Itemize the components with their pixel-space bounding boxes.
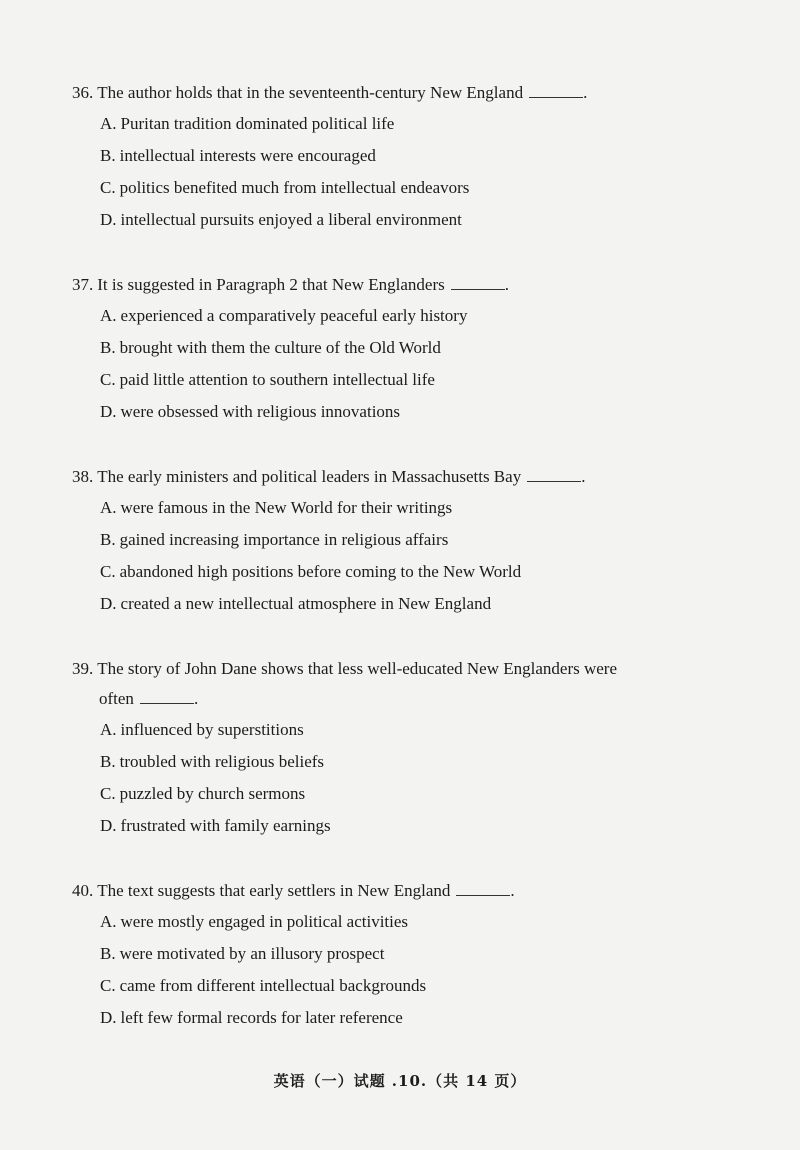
option-text: intellectual pursuits enjoyed a liberal environment xyxy=(120,210,462,229)
option-text: left few formal records for later reference xyxy=(120,1008,403,1027)
question-36 xyxy=(72,78,732,236)
option-c xyxy=(100,364,732,396)
option-letter: B. xyxy=(100,944,116,963)
stem-text: The author holds that in the seventeenth-century New England xyxy=(97,83,524,102)
option-b xyxy=(100,140,732,172)
option-text: paid little attention to southern intellectual life xyxy=(119,370,435,389)
option-letter: C. xyxy=(100,370,116,389)
option-b xyxy=(100,524,732,556)
option-text: gained increasing importance in religious affairs xyxy=(119,530,449,549)
option-list xyxy=(72,300,732,428)
option-d xyxy=(100,396,732,428)
option-letter: B. xyxy=(100,338,116,357)
question-number: 39. xyxy=(72,659,94,678)
answer-blank xyxy=(456,878,510,896)
option-letter: B. xyxy=(100,752,116,771)
stem-text: The text suggests that early settlers in New England xyxy=(97,881,451,900)
option-c xyxy=(100,778,732,810)
option-c xyxy=(100,556,732,588)
option-text: created a new intellectual atmosphere in New England xyxy=(120,594,492,613)
option-d xyxy=(100,204,732,236)
option-letter: C. xyxy=(100,976,116,995)
option-text: were mostly engaged in political activities xyxy=(120,912,409,931)
option-letter: D. xyxy=(100,1008,117,1027)
option-a xyxy=(100,906,732,938)
option-letter: A. xyxy=(100,912,117,931)
option-b xyxy=(100,332,732,364)
question-stem: 40. The text suggests that early settlers in New England . xyxy=(72,876,732,906)
question-number: 37. xyxy=(72,275,94,294)
option-d xyxy=(100,588,732,620)
option-letter: A. xyxy=(100,306,117,325)
stem-text: It is suggested in Paragraph 2 that New Englanders xyxy=(97,275,445,294)
option-letter: C. xyxy=(100,562,116,581)
answer-blank xyxy=(529,80,583,98)
option-text: came from different intellectual backgrounds xyxy=(119,976,427,995)
question-38 xyxy=(72,462,732,620)
option-text: experienced a comparatively peaceful early history xyxy=(120,306,468,325)
option-a xyxy=(100,108,732,140)
option-a xyxy=(100,714,732,746)
option-text: were motivated by an illusory prospect xyxy=(119,944,385,963)
option-text: intellectual interests were encouraged xyxy=(119,146,376,165)
stem-text: The early ministers and political leaders in Massachusetts Bay xyxy=(97,467,522,486)
option-text: abandoned high positions before coming to the New World xyxy=(119,562,522,581)
question-stem xyxy=(72,654,732,714)
question-37 xyxy=(72,270,732,428)
option-letter: D. xyxy=(100,402,117,421)
question-number: 40. xyxy=(72,881,94,900)
option-letter: C. xyxy=(100,784,116,803)
option-list xyxy=(72,906,732,1034)
option-list xyxy=(72,492,732,620)
option-text: influenced by superstitions xyxy=(120,720,304,739)
option-text: Puritan tradition dominated political life xyxy=(120,114,395,133)
answer-blank xyxy=(140,686,194,704)
option-text: puzzled by church sermons xyxy=(119,784,306,803)
question-number: 38. xyxy=(72,467,94,486)
option-list xyxy=(72,108,732,236)
page-footer: 英语（一）试题 .10.（共 14 页） xyxy=(273,1072,527,1090)
question-39 xyxy=(72,654,732,842)
question-number: 36. xyxy=(72,83,94,102)
option-d xyxy=(100,810,732,842)
option-list xyxy=(72,714,732,842)
stem-continuation: often . xyxy=(72,684,732,714)
question-stem: 37. It is suggested in Paragraph 2 that New Englanders . xyxy=(72,270,732,300)
option-letter: A. xyxy=(100,114,117,133)
question-stem: 38. The early ministers and political leaders in Massachusetts Bay . xyxy=(72,462,732,492)
option-letter: A. xyxy=(100,720,117,739)
question-40 xyxy=(72,876,732,1034)
option-text: brought with them the culture of the Old World xyxy=(119,338,441,357)
option-b xyxy=(100,746,732,778)
option-letter: D. xyxy=(100,210,117,229)
answer-blank xyxy=(527,464,581,482)
stem-text: The story of John Dane shows that less well-educated New Englanders were xyxy=(97,659,618,678)
option-a xyxy=(100,492,732,524)
option-text: were famous in the New World for their writings xyxy=(120,498,453,517)
option-b xyxy=(100,938,732,970)
option-letter: C. xyxy=(100,178,116,197)
option-letter: D. xyxy=(100,816,117,835)
answer-blank xyxy=(451,272,505,290)
option-c xyxy=(100,970,732,1002)
option-text: politics benefited much from intellectual endeavors xyxy=(119,178,470,197)
option-letter: B. xyxy=(100,146,116,165)
option-letter: D. xyxy=(100,594,117,613)
option-text: frustrated with family earnings xyxy=(120,816,331,835)
stem-cont-text: often xyxy=(99,689,134,708)
option-letter: B. xyxy=(100,530,116,549)
option-letter: A. xyxy=(100,498,117,517)
option-d xyxy=(100,1002,732,1034)
option-c xyxy=(100,172,732,204)
option-a xyxy=(100,300,732,332)
question-stem: 36. The author holds that in the seventeenth-century New England . xyxy=(72,78,732,108)
option-text: troubled with religious beliefs xyxy=(119,752,325,771)
option-text: were obsessed with religious innovations xyxy=(120,402,401,421)
